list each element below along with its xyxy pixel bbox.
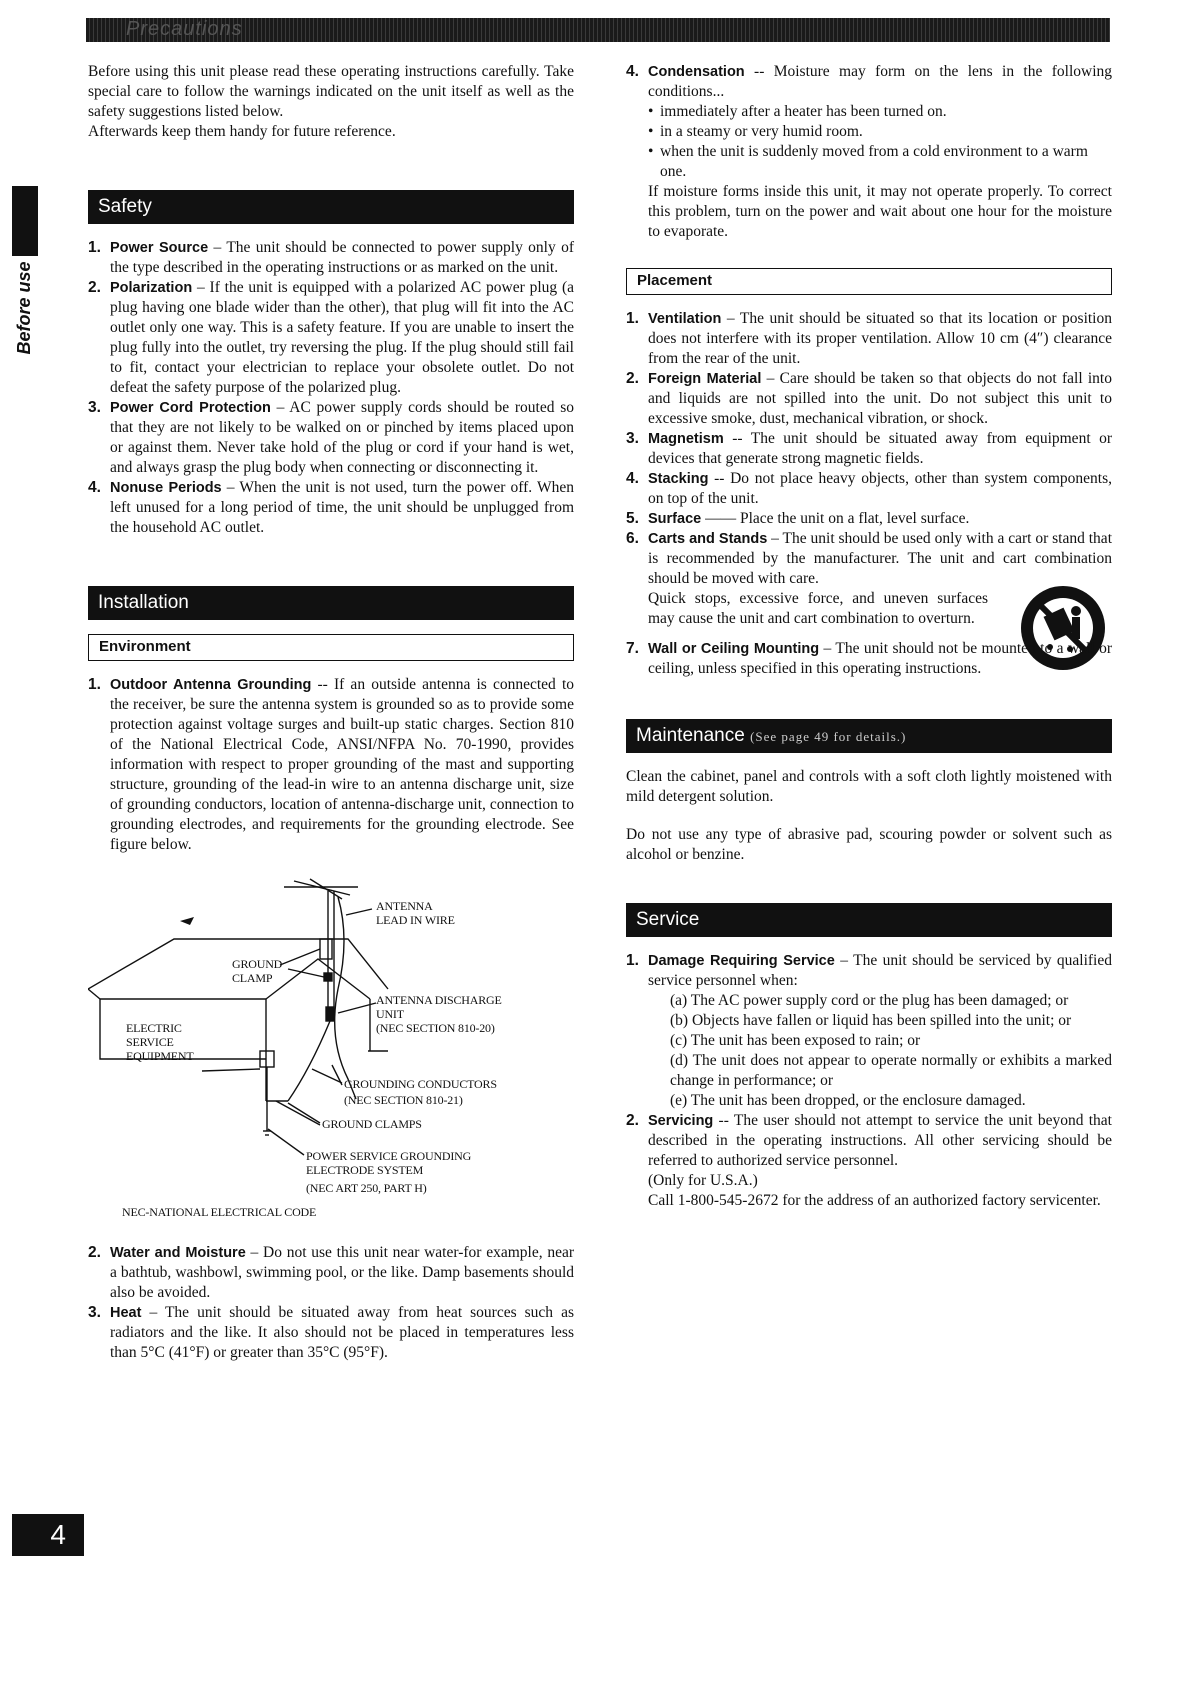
list-item: 1. Ventilation – The unit should be situated so that its location or position does not interfere with its proper ventilation. Allow 10 cm (4″) clearance from the rear of the unit. xyxy=(626,310,1112,367)
maintenance-page-reference: (See page 49 for details.) xyxy=(750,729,907,744)
intro-paragraph: Before using this unit please read these operating instructions carefully. Take special care to follow the warnings indicated on the unit itself as well as the safety suggestions listed below. xyxy=(88,63,574,120)
cart-warning xyxy=(648,589,1112,629)
intro xyxy=(88,62,574,142)
condition-item: (d) The unit does not appear to operate normally or exhibits a marked change in performance; or xyxy=(670,1052,1112,1089)
diagram-label-grounding-conductors: GROUNDING CONDUCTORS xyxy=(344,1077,497,1091)
left-column xyxy=(88,62,574,1363)
diagram-label-grounding-section: (NEC SECTION 810-21) xyxy=(344,1093,463,1107)
list-item: 2. Servicing -- The user should not attempt to service the unit beyond that described in the operating instructions. All other servicing should be referred to authorized service personnel. (Only for U.S.A.) Call 1-800-545-2672 for the address of an authorized factory servicenter. xyxy=(626,1112,1112,1209)
diagram-label-antenna-lead: ANTENNA LEAD IN WIRE xyxy=(376,899,455,927)
maintenance-heading: Maintenance (See page 49 for details.) xyxy=(626,719,1112,753)
safety-list xyxy=(88,238,574,538)
list-item: 6. Carts and Stands – The unit should be used only with a cart or stand that is recommended by the manufacturer. The unit and cart combination should be moved with care. Quick stops, excessive force, and uneven surfaces may cause the unit and cart combination to overturn. xyxy=(626,529,1112,629)
placement-list xyxy=(626,309,1112,679)
maintenance-paragraph: Clean the cabinet, panel and controls with a soft cloth lightly moistened with mild detergent solution. xyxy=(626,768,1112,805)
environment-subheading: Environment xyxy=(88,634,574,661)
intro-paragraph: Afterwards keep them handy for future reference. xyxy=(88,123,396,140)
placement-subheading: Placement xyxy=(626,268,1112,295)
condition-item: (e) The unit has been dropped, or the enclosure damaged. xyxy=(670,1092,1026,1109)
list-item: 1. Outdoor Antenna Grounding -- If an outside antenna is connected to the receiver, be sure the antenna system is grounded so as to provide some protection against voltage surges and built-up static charges. Section 810 of the National Electrical Code, ANSI/NFPA No. 70-1990, provides information with respect to proper grounding of the mast and supporting structure, grounding of the lead-in wire to an antenna discharge unit, size of grounding conductors, location of antenna-discharge unit, connection to grounding electrodes, and requirements for the grounding electrode. See figure below. xyxy=(88,676,574,853)
service-call-info: Call 1-800-545-2672 for the address of an authorized factory servicenter. xyxy=(648,1192,1101,1209)
cart-warning-text: Quick stops, excessive force, and uneven surfaces may cause the unit and cart combination to overturn. xyxy=(648,590,988,627)
diagram-label-power-section: (NEC ART 250, PART H) xyxy=(306,1181,427,1195)
environment-list-continued xyxy=(88,1243,574,1363)
list-item: 3. Magnetism -- The unit should be situated away from equipment or devices that generate strong magnetic fields. xyxy=(626,430,1112,467)
list-item: 4. Nonuse Periods – When the unit is not used, turn the power off. When left unused for a long period of time, the unit should be unplugged from the household AC outlet. xyxy=(88,479,574,536)
diagram-label-power-service: POWER SERVICE GROUNDING ELECTRODE SYSTEM xyxy=(306,1149,472,1177)
list-item: 5. Surface —— Place the unit on a flat, level surface. xyxy=(626,510,970,527)
page-number: 4 xyxy=(12,1514,84,1556)
safety-heading: Safety xyxy=(88,190,574,224)
list-item: 3. Heat – The unit should be situated away from heat sources such as radiators and the like. It also should not be placed in temperatures less than 5°C (41°F) or greater than 35°C (95°F). xyxy=(88,1304,574,1361)
installation-heading: Installation xyxy=(88,586,574,620)
side-tab-marker xyxy=(12,186,38,256)
service-heading: Service xyxy=(626,903,1112,937)
list-item: 1. Damage Requiring Service – The unit should be serviced by qualified service personnel when: (a) The AC power supply cord or the plug has been damaged; or (b) Objects have fallen or liquid has been spilled into the unit; or (c) The unit has been exposed to rain; or (d) The unit does not appear to operate normally or exhibits a marked change in performance; or (e) The unit has been dropped, or the enclosure damaged. xyxy=(626,952,1112,1109)
right-column xyxy=(626,62,1112,1211)
side-tab-label: Before use xyxy=(14,261,34,355)
banner-title: Precautions xyxy=(126,18,243,40)
list-item: 4. Condensation -- Moisture may form on the lens in the following conditions... xyxy=(626,63,1112,100)
condition-item: (b) Objects have fallen or liquid has been spilled into the unit; or xyxy=(670,1012,1072,1029)
service-conditions xyxy=(648,991,1112,1111)
bullet-item: • when the unit is suddenly moved from a cold environment to a warm one. xyxy=(648,142,1112,182)
list-item: 2. Water and Moisture – Do not use this unit near water-for example, near a bathtub, washbowl, swimming pool, or the like. Damp basements should also be avoided. xyxy=(88,1244,574,1301)
antenna-grounding-diagram xyxy=(88,869,574,1239)
list-item: 4. Stacking -- Do not place heavy objects, other than system components, on top of the unit. xyxy=(626,470,1112,507)
list-item: 2. Foreign Material – Care should be taken so that objects do not fall into and liquids are not spilled into the unit. Do not subject this unit to excessive smoke, dust, mechanical vibration, or shock. xyxy=(626,370,1112,427)
condensation-bullets xyxy=(626,102,1112,182)
environment-list xyxy=(88,675,574,855)
list-item: 1. Power Source – The unit should be connected to power supply only of the type described in the operating instructions or as marked on the unit. xyxy=(88,239,574,276)
condition-item: (a) The AC power supply cord or the plug has been damaged; or xyxy=(670,992,1069,1009)
bullet-item: • immediately after a heater has been turned on. xyxy=(648,102,1112,122)
top-banner xyxy=(86,18,1110,42)
condensation-list xyxy=(626,62,1112,102)
usa-note: (Only for U.S.A.) xyxy=(648,1172,758,1189)
diagram-label-electric-service: ELECTRIC SERVICE EQUIPMENT xyxy=(126,1021,194,1063)
list-item: 3. Power Cord Protection – AC power supply cords should be routed so that they are not likely to be walked on or pinched by items placed upon or against them. Never take hold of the plug or cord if your hand is wet, and always grasp the plug body when connecting or disconnecting it. xyxy=(88,399,575,476)
condensation-note: If moisture forms inside this unit, it may not operate properly. To correct this problem, turn on the power and wait about one hour for the moisture to evaporate. xyxy=(648,183,1112,240)
bullet-item: • in a steamy or very humid room. xyxy=(648,122,1112,142)
list-item: 2. Polarization – If the unit is equipped with a polarized AC power plug (a plug having one blade wider than the other), that plug will fit into the AC outlet only one way. This is a safety feature. If you are unable to insert the plug fully into the outlet, try reversing the plug. If the plug should still fail to fit, contact your electrician to replace your obsolete outlet. Do not defeat the safety purpose of the polarized plug. xyxy=(88,279,574,396)
diagram-label-discharge-unit: ANTENNA DISCHARGE UNIT xyxy=(376,993,502,1021)
diagram-label-ground-clamps: GROUND CLAMPS xyxy=(322,1117,422,1131)
condition-item: (c) The unit has been exposed to rain; or xyxy=(670,1032,921,1049)
service-list xyxy=(626,951,1112,1211)
list-item: 7. Wall or Ceiling Mounting – The unit should not be mounted to a wall or ceiling, unless specified in this operating instructions. xyxy=(626,640,1112,677)
diagram-label-discharge-section: (NEC SECTION 810-20) xyxy=(376,1021,495,1035)
diagram-nec-note: NEC-NATIONAL ELECTRICAL CODE xyxy=(122,1205,317,1219)
diagram-label-ground-clamp: GROUND CLAMP xyxy=(232,957,283,985)
maintenance-paragraph: Do not use any type of abrasive pad, scouring powder or solvent such as alcohol or benzine. xyxy=(626,826,1112,863)
